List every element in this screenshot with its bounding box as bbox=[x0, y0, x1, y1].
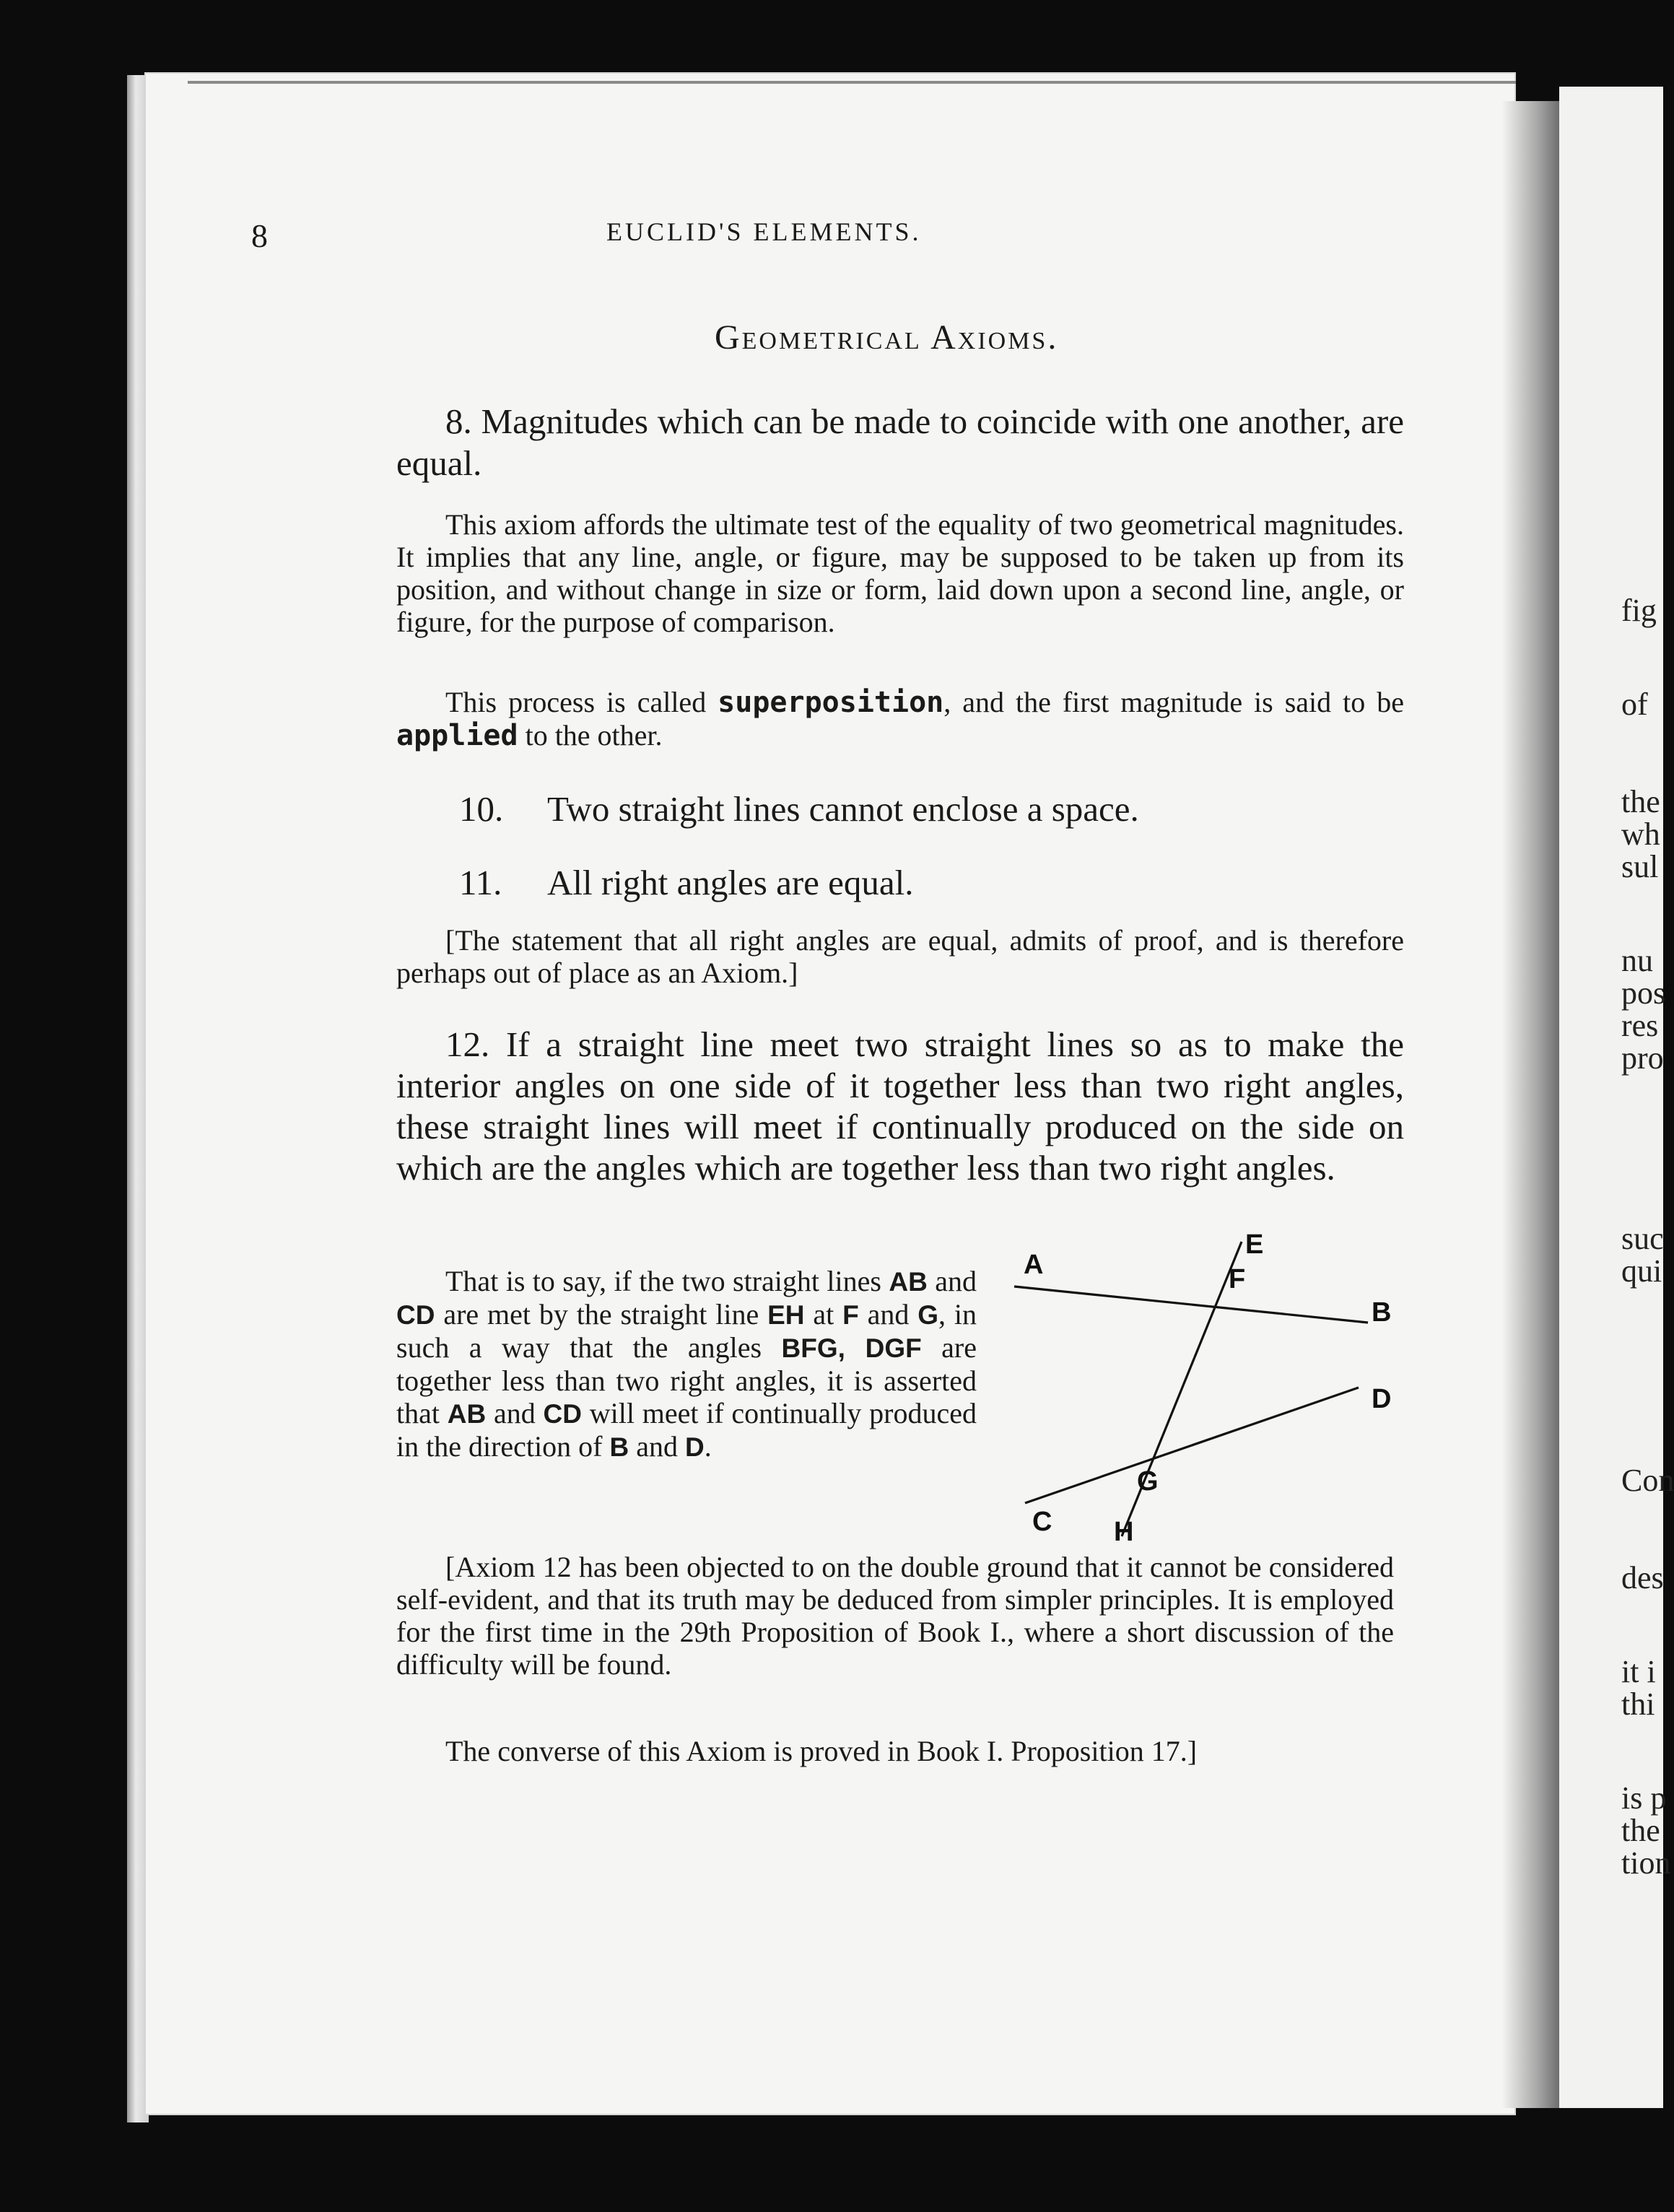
figure-label-g: G bbox=[1137, 1466, 1159, 1497]
page-number: 8 bbox=[251, 217, 268, 254]
axiom-text: Two straight lines cannot enclose a space. bbox=[547, 789, 1139, 829]
figure-label-a: A bbox=[1024, 1250, 1044, 1280]
figure-label-h: H bbox=[1114, 1517, 1134, 1547]
parallel-postulate-figure bbox=[1003, 1227, 1437, 1545]
axiom-12: 12. If a straight line meet two straight lines so as to make the interior angles on one side of it together less than two right angles, these straight lines will meet if continually produced on the side on which are the angles which are together less than two right angles. bbox=[396, 1024, 1404, 1188]
explanation-text: That is to say, if the two straight lines bbox=[445, 1265, 889, 1297]
facing-page-fragment: the bbox=[1621, 784, 1660, 819]
line-cd bbox=[1025, 1388, 1359, 1503]
facing-page-fragment: thi bbox=[1621, 1686, 1655, 1722]
label-ab: AB bbox=[447, 1399, 487, 1429]
term-applied: applied bbox=[396, 719, 518, 752]
explanation-text: , in such a way that the angles bbox=[396, 1298, 977, 1364]
explanation-text: are met by the straight line bbox=[435, 1298, 768, 1331]
figure-explanation bbox=[396, 1265, 977, 1463]
running-title: EUCLID'S ELEMENTS. bbox=[606, 217, 922, 246]
page-top-edge bbox=[188, 81, 1516, 84]
facing-page-fragment: pos bbox=[1621, 975, 1666, 1011]
gutter-shadow bbox=[1501, 101, 1566, 2108]
explanation-text: at bbox=[804, 1298, 843, 1331]
axiom-12-converse-note: The converse of this Axiom is proved in Book I. Proposition 17.] bbox=[445, 1735, 1198, 1767]
facing-page-fragment: of bbox=[1621, 687, 1648, 722]
facing-page-fragment: is p bbox=[1621, 1780, 1667, 1816]
explanation-text: . bbox=[704, 1430, 712, 1463]
facing-page bbox=[1559, 87, 1674, 2108]
explanation-text: will meet if continually produced in the direction of bbox=[396, 1397, 977, 1463]
explanation-text: and bbox=[486, 1397, 544, 1429]
axiom-text: All right angles are equal. bbox=[547, 863, 914, 902]
facing-page-fragment: wh bbox=[1621, 817, 1660, 852]
facing-page-fragment: fig bbox=[1621, 593, 1657, 628]
axiom-11-commentary: [The statement that all right angles are equal, admits of proof, and is therefore perhaps out of place as an Axiom.] bbox=[396, 924, 1404, 989]
explanation-text: and bbox=[927, 1265, 977, 1297]
facing-page-fragment: pro bbox=[1621, 1040, 1664, 1076]
label-g: G bbox=[917, 1300, 938, 1330]
section-title: Geometrical Axioms. bbox=[715, 318, 1059, 357]
line-ab bbox=[1014, 1286, 1368, 1323]
label-f: F bbox=[842, 1300, 859, 1330]
facing-page-fragment: sul bbox=[1621, 849, 1659, 884]
axiom-8-superposition-note bbox=[396, 686, 1404, 752]
label-eh: EH bbox=[767, 1300, 805, 1330]
axiom-10 bbox=[459, 788, 1139, 830]
figure-label-f: F bbox=[1229, 1264, 1246, 1294]
term-superposition: superposition bbox=[718, 686, 944, 719]
note-text: , and the first magnitude is said to be bbox=[943, 686, 1404, 718]
axiom-12-commentary: [Axiom 12 has been objected to on the double ground that it cannot be considered self-evident, and that its truth may be deduced from simpler principles. It is employed for the first time in the 29th Proposition of Book I., where a short discussion of the difficulty will be found. bbox=[396, 1551, 1394, 1681]
label-ab: AB bbox=[889, 1267, 928, 1297]
note-text: This process is called bbox=[445, 686, 718, 718]
figure-label-e: E bbox=[1245, 1229, 1264, 1260]
explanation-text: are together less than two right angles, it is asserted that bbox=[396, 1331, 977, 1429]
note-text: to the other. bbox=[518, 719, 663, 752]
label-cd: CD bbox=[543, 1399, 582, 1429]
axiom-number: 11. bbox=[459, 863, 502, 902]
facing-page-fragment: tion bbox=[1621, 1845, 1671, 1881]
explanation-text: and bbox=[858, 1298, 918, 1331]
facing-page-fragment: des bbox=[1621, 1560, 1664, 1595]
label-cd: CD bbox=[396, 1300, 435, 1330]
label-b: B bbox=[609, 1432, 629, 1462]
axiom-11 bbox=[459, 862, 914, 903]
axiom-number: 10. bbox=[459, 789, 504, 829]
figure-label-d: D bbox=[1372, 1384, 1392, 1414]
label-bfg-dgf: BFG, DGF bbox=[781, 1333, 922, 1363]
figure-label-b: B bbox=[1372, 1297, 1392, 1328]
axiom-8-commentary: This axiom affords the ultimate test of the equality of two geometrical magnitudes. It implies that any line, angle, or figure, may be supposed to be taken up from its position, and without change in size or form, laid down upon a second line, angle, or figure, for the purpose of comparison. bbox=[396, 508, 1404, 638]
facing-page-fragment: Con bbox=[1621, 1463, 1674, 1498]
facing-page-fragment: the bbox=[1621, 1813, 1660, 1848]
facing-page-fragment: qui bbox=[1621, 1253, 1662, 1289]
facing-page-fragment: nu bbox=[1621, 943, 1653, 978]
label-d: D bbox=[684, 1432, 705, 1462]
facing-page-fragment: it i bbox=[1621, 1654, 1656, 1689]
facing-page-fragment: suc bbox=[1621, 1221, 1664, 1256]
figure-label-c: C bbox=[1032, 1507, 1052, 1537]
explanation-text: and bbox=[629, 1430, 685, 1463]
facing-page-fragment: res bbox=[1621, 1008, 1659, 1043]
axiom-8: 8. Magnitudes which can be made to coincide with one another, are equal. bbox=[396, 401, 1404, 483]
